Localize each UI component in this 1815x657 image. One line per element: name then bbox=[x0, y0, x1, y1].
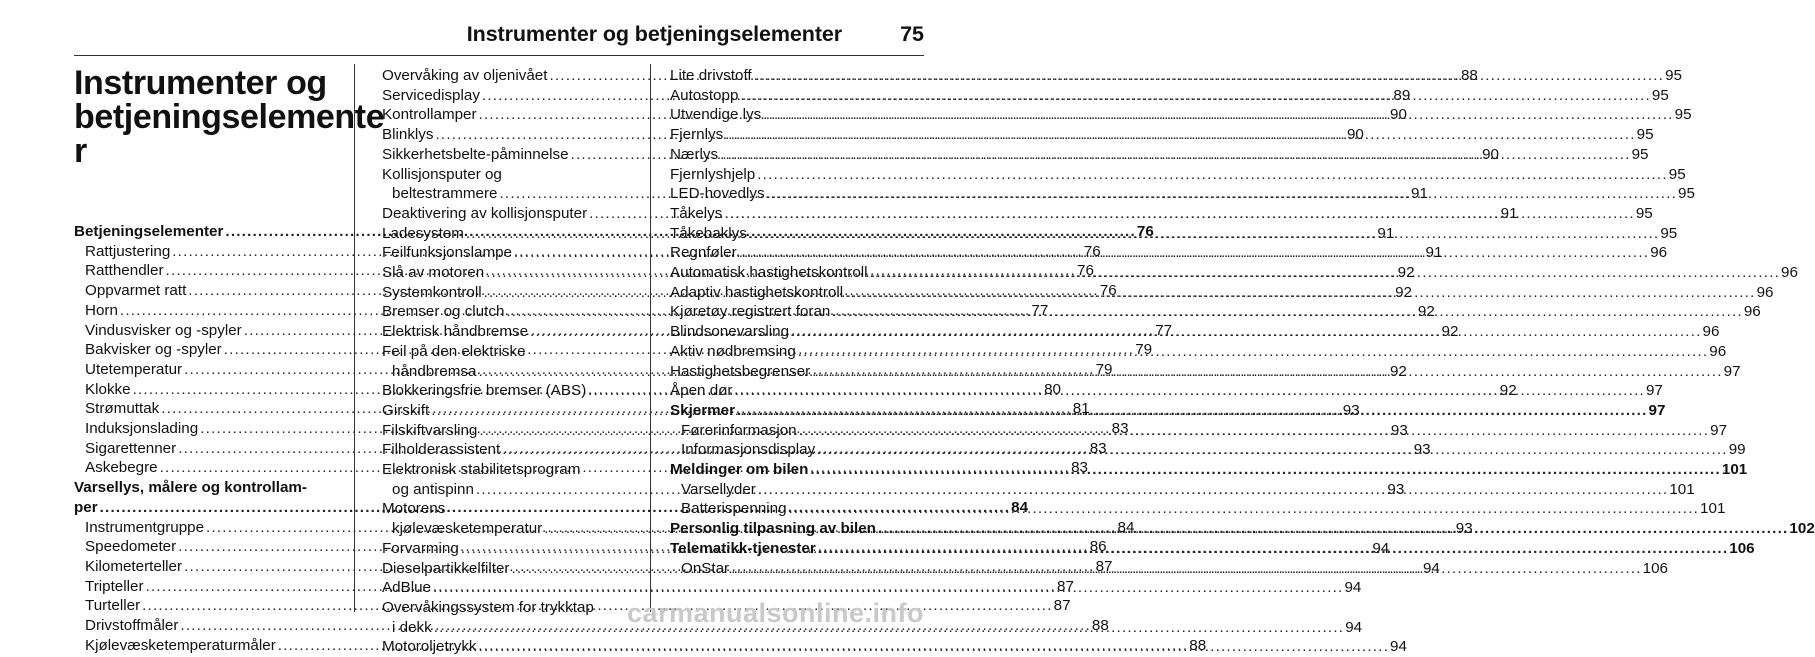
toc-entry-page: 79 bbox=[1135, 341, 1153, 359]
toc-entry-page: 95 bbox=[1660, 224, 1678, 242]
toc-leader-dots bbox=[818, 539, 1729, 559]
toc-entry-page: 83 bbox=[1111, 420, 1129, 438]
toc-entry-page: 106 bbox=[1642, 559, 1668, 577]
toc-leader-dots bbox=[758, 480, 1669, 500]
toc-entry-page: 97 bbox=[1710, 421, 1728, 439]
toc-entry-label: Fjernlys bbox=[670, 126, 724, 144]
toc-entry-page: 106 bbox=[1729, 539, 1755, 557]
toc-entry-label: Utvendige lys bbox=[670, 106, 762, 124]
column-divider bbox=[354, 64, 355, 612]
toc-entry-text: Varsellys, målere og kontrollam- bbox=[74, 479, 307, 497]
toc-entry-label: Telematikk-tjenester bbox=[670, 539, 816, 557]
toc-entry-page: 94 bbox=[1390, 638, 1407, 656]
toc-entry-label: Utetemperatur bbox=[85, 360, 183, 378]
toc-entry-page: 97 bbox=[1723, 362, 1741, 380]
toc-entry-page: 93 bbox=[1455, 520, 1473, 538]
toc-entry-label: Oppvarmet ratt bbox=[85, 282, 187, 300]
toc-leader-dots bbox=[817, 440, 1728, 460]
chapter-title-line: r bbox=[74, 132, 87, 170]
toc-entry-page: 92 bbox=[1441, 323, 1459, 341]
toc-entry-label: Askebegre bbox=[85, 459, 158, 477]
toc-entry-label: Overvåking av oljenivået bbox=[382, 67, 548, 84]
toc-entry-page: 95 bbox=[1668, 165, 1686, 183]
toc-leader-dots bbox=[725, 125, 1636, 145]
toc-leader-dots bbox=[767, 184, 1678, 204]
toc-entry-label: Instrumentgruppe bbox=[85, 518, 205, 536]
toc-entry-label: Rattjustering bbox=[85, 242, 171, 260]
toc-entry-text: Overvåkingssystem for trykktap bbox=[382, 598, 594, 616]
toc-entry-page: 92 bbox=[1417, 303, 1435, 321]
toc-entry-page: 84 bbox=[1117, 518, 1135, 536]
toc-entry-page: 94 bbox=[1344, 579, 1362, 597]
toc-entry-page: 91 bbox=[1377, 224, 1395, 242]
toc-entry-label: Filskiftvarsling bbox=[382, 421, 478, 439]
toc-entry-label: Betjeningselementer bbox=[74, 223, 224, 240]
toc-entry-label: Elektrisk håndbremse bbox=[382, 323, 529, 341]
toc-entry-label: Dieselpartikkelfilter bbox=[382, 559, 510, 577]
toc-leader-dots bbox=[479, 637, 1390, 657]
toc-entry-label: Deaktivering av kollisjonsputer bbox=[382, 204, 588, 222]
toc-entry-label: beltestrammere bbox=[392, 185, 498, 203]
toc-entry-label: Åpen dør bbox=[670, 382, 733, 400]
toc-entry-page: 77 bbox=[1155, 321, 1173, 339]
toc-entry-label: Girskift bbox=[382, 401, 430, 419]
toc-entry-label: Filholderassistent bbox=[382, 441, 501, 459]
toc-entry-page: 96 bbox=[1756, 283, 1774, 301]
toc-entry-label: Systemkontroll bbox=[382, 283, 482, 301]
toc-leader-dots bbox=[812, 362, 1723, 382]
toc-entry-text: Feil på den elektriske bbox=[382, 342, 526, 360]
toc-leader-dots bbox=[878, 519, 1789, 539]
toc-entry-page: 91 bbox=[1500, 204, 1518, 222]
toc-entry-label: håndbremsa bbox=[392, 362, 477, 380]
toc-entry-label: Automatisk hastighetskontroll bbox=[670, 264, 868, 282]
toc-entry-page: 76 bbox=[1077, 262, 1094, 280]
toc-entry-page: 90 bbox=[1390, 106, 1407, 124]
toc-entry-page: 87 bbox=[1057, 577, 1074, 595]
toc-entry-label: og antispinn bbox=[392, 480, 474, 498]
toc-entry-page: 96 bbox=[1702, 323, 1720, 341]
toc-entry-label: Slå av motoren bbox=[382, 264, 485, 282]
toc-entry-page: 87 bbox=[1053, 597, 1071, 615]
toc-leader-dots bbox=[845, 283, 1756, 303]
toc-leader-dots bbox=[720, 145, 1631, 165]
toc-entry-page: 90 bbox=[1346, 126, 1364, 144]
toc-entry-label: Meldinger om bilen bbox=[670, 461, 809, 479]
toc-leader-dots bbox=[749, 224, 1660, 244]
toc-entry-page: 77 bbox=[1031, 301, 1049, 319]
toc-entry-label: OnStar bbox=[681, 559, 730, 577]
toc-entry-label: LED-hovedlys bbox=[670, 185, 765, 203]
toc-entry-page: 95 bbox=[1674, 106, 1692, 124]
toc-entry-page: 96 bbox=[1709, 342, 1727, 360]
toc-entry-label: Blindsonevarsling bbox=[670, 323, 790, 341]
toc-entry-label: kjølevæsketemperatur bbox=[392, 520, 543, 538]
toc-leader-dots bbox=[798, 342, 1709, 362]
page-number: 75 bbox=[900, 22, 924, 46]
toc-entry-label: Induksjonslading bbox=[85, 420, 199, 438]
toc-leader-dots bbox=[810, 460, 1721, 480]
toc-entry-page: 101 bbox=[1721, 461, 1748, 479]
toc-entry-label: Regnføler bbox=[670, 244, 737, 262]
toc-entry-page: 95 bbox=[1636, 126, 1654, 144]
toc-entry-label: Adaptiv hastighetskontroll bbox=[670, 283, 844, 301]
running-header-title: Instrumenter og betjeningselementer bbox=[466, 22, 842, 46]
toc-entry-label: Ladesystem bbox=[382, 224, 464, 242]
toc-entry-page: 99 bbox=[1728, 441, 1746, 459]
toc-entry-page: 88 bbox=[1460, 67, 1478, 84]
toc-entry-page: 79 bbox=[1095, 360, 1113, 378]
toc-entry-page: 89 bbox=[1393, 86, 1411, 104]
toc-entry-label: Aktiv nødbremsing bbox=[670, 342, 796, 360]
toc-entry-page: 86 bbox=[1089, 538, 1107, 556]
toc-entry-label: Hastighetsbegrenser bbox=[670, 362, 811, 380]
toc-entry-label: Drivstoffmåler bbox=[85, 617, 179, 635]
toc-entry-label: Horn bbox=[85, 301, 118, 319]
toc-entry-page: 101 bbox=[1700, 500, 1726, 518]
toc-entry-page: 95 bbox=[1678, 185, 1695, 203]
toc-entry-page: 84 bbox=[1011, 498, 1029, 516]
toc-entry-page: 95 bbox=[1631, 145, 1649, 163]
toc-entry-label: Ratthendler bbox=[85, 262, 164, 280]
toc-entry-page: 91 bbox=[1411, 185, 1428, 203]
toc-entry-label: Blinklys bbox=[382, 126, 434, 144]
toc-entry-page: 90 bbox=[1482, 145, 1499, 163]
toc-entry-label: Tåkelys bbox=[670, 204, 723, 222]
toc-entry-page: 91 bbox=[1425, 244, 1443, 262]
toc-entry-page: 95 bbox=[1635, 204, 1653, 222]
toc-entry-page: 92 bbox=[1389, 362, 1407, 380]
toc-leader-dots bbox=[734, 381, 1645, 401]
toc-leader-dots bbox=[740, 86, 1651, 106]
toc-entry-page: 94 bbox=[1345, 618, 1363, 636]
toc-leader-dots bbox=[754, 66, 1665, 86]
toc-entry-label: Bakvisker og -spyler bbox=[85, 341, 222, 359]
toc-entry-label: Klokke bbox=[85, 380, 131, 398]
toc-entry-page: 76 bbox=[1099, 282, 1117, 300]
toc-entry-label: Fjernlyshjelp bbox=[670, 165, 756, 183]
toc-leader-dots bbox=[737, 401, 1648, 421]
toc-entry-label: Sikkerhetsbelte-påminnelse bbox=[382, 145, 569, 163]
toc-entry-label: Servicedisplay bbox=[382, 86, 480, 104]
toc-leader-dots bbox=[757, 165, 1668, 185]
toc-entry-page: 94 bbox=[1372, 539, 1390, 557]
toc-leader-dots bbox=[791, 322, 1702, 342]
chapter-title bbox=[74, 64, 385, 170]
toc-entry-page: 93 bbox=[1387, 480, 1405, 498]
toc-entry-label: Blokkeringsfrie bremser (ABS) bbox=[382, 382, 587, 400]
toc-entry-label: Kontrollamper bbox=[382, 106, 477, 124]
toc-entry-page: 93 bbox=[1390, 421, 1408, 439]
toc-entry-page: 76 bbox=[1136, 223, 1154, 240]
toc-entry-page: 88 bbox=[1189, 636, 1207, 654]
toc-entry-label: Turteller bbox=[85, 597, 141, 615]
toc-entry-label: Bremser og clutch bbox=[382, 303, 505, 321]
toc-entry-text: Kollisjonsputer og bbox=[382, 165, 502, 183]
toc-entry-page: 96 bbox=[1650, 244, 1668, 262]
toc-entry-text: Motorens bbox=[382, 500, 446, 518]
toc-leader-dots bbox=[799, 421, 1710, 441]
toc-entry-page: 83 bbox=[1089, 439, 1107, 457]
toc-entry-label: i dekk bbox=[392, 618, 432, 636]
toc-entry-label: Informasjonsdisplay bbox=[681, 441, 816, 459]
toc-entry-label: Varsellyder bbox=[681, 480, 756, 498]
chapter-title-line: Instrumenter og bbox=[74, 64, 327, 102]
toc-leader-dots bbox=[739, 243, 1650, 263]
toc-entry-label: Kjølevæsketemperaturmåler bbox=[85, 636, 276, 654]
toc-entry[interactable] bbox=[670, 165, 1686, 185]
toc-entry-page: 96 bbox=[1781, 264, 1798, 282]
toc-entry-page: 80 bbox=[1044, 380, 1061, 398]
toc-entry-text: Elektronisk stabilitetsprogram bbox=[382, 461, 581, 479]
header-rule bbox=[74, 55, 924, 56]
toc-entry-label: AdBlue bbox=[382, 579, 431, 597]
toc-entry-label: Lite drivstoff bbox=[670, 67, 752, 84]
toc-entry-label: Forvarming bbox=[382, 539, 459, 557]
chapter-title-line: betjeningselemente bbox=[74, 98, 385, 136]
toc-entry-page: 101 bbox=[1669, 480, 1695, 498]
toc-entry-page: 76 bbox=[1083, 242, 1101, 260]
toc-entry-label: Strømuttak bbox=[85, 400, 160, 418]
toc-entry-label: Feilfunksjonslampe bbox=[382, 244, 512, 262]
toc-entry-page: 97 bbox=[1648, 401, 1666, 419]
toc-entry-page: 87 bbox=[1095, 557, 1113, 575]
toc-entry-label: Batterispenning bbox=[681, 500, 787, 518]
toc-entry-page: 93 bbox=[1342, 401, 1360, 419]
toc-entry-label: Motoroljetrykk bbox=[382, 638, 477, 656]
toc-entry-page: 97 bbox=[1645, 382, 1663, 400]
toc-entry-label: Sigarettenner bbox=[85, 439, 177, 457]
toc-entry-label: Tripteller bbox=[85, 577, 144, 595]
column-divider bbox=[650, 64, 651, 612]
toc-entry-label: Tåkebaklys bbox=[670, 224, 747, 242]
toc-entry-label: Vindusvisker og -spyler bbox=[85, 321, 242, 339]
toc-entry-page: 102 bbox=[1789, 520, 1815, 538]
toc-entry-page: 95 bbox=[1665, 67, 1683, 84]
toc-leader-dots bbox=[763, 105, 1674, 125]
toc-entry-label: Autostopp bbox=[670, 86, 739, 104]
toc-entry-label: Nærlys bbox=[670, 145, 719, 163]
toc-entry-page: 81 bbox=[1072, 400, 1090, 418]
toc-entry-page: 92 bbox=[1397, 264, 1415, 282]
toc-entry-page: 96 bbox=[1743, 303, 1761, 321]
toc-entry-label: Kjøretøy registrert foran bbox=[670, 303, 831, 321]
toc-entry-label: Førerinformasjon bbox=[681, 421, 797, 439]
toc-entry-label: Speedometer bbox=[85, 538, 177, 556]
toc-leader-dots bbox=[789, 499, 1700, 519]
toc-entry-page: 92 bbox=[1395, 283, 1413, 301]
page-header bbox=[0, 0, 960, 56]
toc-entry-label: Skjermer bbox=[670, 401, 736, 419]
toc-entry-page: 95 bbox=[1651, 86, 1669, 104]
toc-leader-dots bbox=[731, 559, 1642, 579]
toc-entry-label: per bbox=[74, 498, 98, 516]
toc-leader-dots bbox=[870, 263, 1781, 283]
toc-leader-dots bbox=[433, 578, 1344, 598]
toc-leader-dots bbox=[724, 204, 1635, 224]
toc-entry-page: 92 bbox=[1499, 382, 1517, 400]
toc-entry-page: 83 bbox=[1071, 459, 1089, 477]
toc-entry-page: 88 bbox=[1091, 617, 1109, 635]
toc-entry-page: 93 bbox=[1413, 441, 1431, 459]
toc-entry-label: Kilometerteller bbox=[85, 557, 183, 575]
watermark: carmanualsonline.info bbox=[626, 598, 924, 628]
toc-leader-dots bbox=[832, 302, 1743, 322]
toc-entry-label: Personlig tilpasning av bilen bbox=[670, 520, 876, 538]
toc-entry-page: 94 bbox=[1422, 559, 1440, 577]
